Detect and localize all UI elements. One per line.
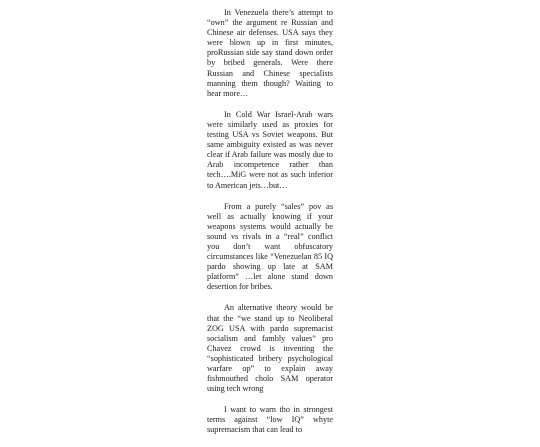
article-text-column	[207, 8, 333, 447]
paragraph-warning: I want to warn tho in strongest terms against “low IQ” whyte supremacism that can lead to	[207, 405, 333, 435]
paragraph-venezuela-air-defense: In Venezuela there’s attempt to “own” the argument re Russian and Chinese air defenses. USA says they were blown up in first minutes, proRussian side say stand down order by bribed generals. Were there Russian and Chinese specialists manning them though? Waiting to hear more…	[207, 8, 333, 98]
paragraph-sales-pov: From a purely “sales” pov as well as actually knowing if your weapons systems would actually be sound vs rivals in a “real” conflict you don’t want obfuscatory circumstances like “Venezuelan 85 IQ pardo showing up late at SAM platform” …let alone stand down desertion for bribes.	[207, 201, 333, 292]
paragraph-alternative-theory: An alternative theory would be that the “we stand up to Neoliberal ZOG USA with pardo supremacist socialism and fambly values” pro Chavez crowd is inventing the “sophisticated bribery psychological warfare op” to explain away fishmouthed cholo SAM operator using tech wrong	[207, 303, 333, 394]
paragraph-cold-war-proxies: In Cold War Israel-Arab wars were similarly used as proxies for testing USA vs Soviet weapons. But same ambiguity existed as was never clear if Arab failure was mostly due to Arab incompetence rather than tech….MiG were not as such inferior to American jets…but…	[207, 109, 333, 190]
